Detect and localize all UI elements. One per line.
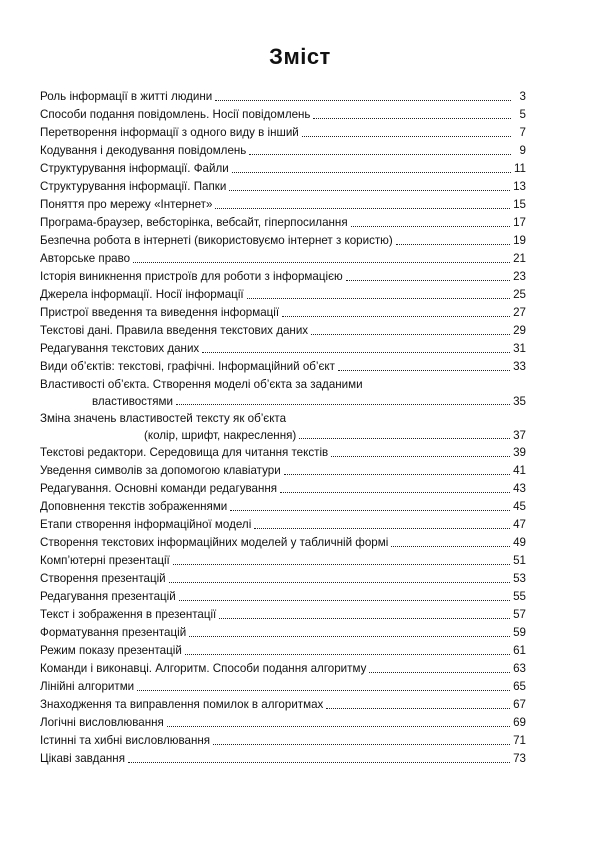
toc-page-number: 65 xyxy=(513,680,526,693)
toc-entry xyxy=(40,124,526,142)
toc-page-number: 59 xyxy=(513,626,526,639)
toc-entry-title: Доповнення текстів зображеннями xyxy=(40,500,228,513)
toc-entry xyxy=(40,250,526,268)
toc-page-number: 49 xyxy=(513,536,526,549)
dot-leader xyxy=(133,262,510,263)
page-title: Зміст xyxy=(269,44,331,69)
toc-page-number: 73 xyxy=(513,752,526,765)
toc-entry xyxy=(40,322,526,340)
toc-entry-title: Історія виникнення пристроїв для роботи з інформацією xyxy=(40,270,343,283)
toc-entry-title: Текстові редактори. Середовища для читання текстів xyxy=(40,446,329,459)
dot-leader xyxy=(230,510,510,511)
dot-leader xyxy=(128,762,510,763)
toc-page-number: 23 xyxy=(513,270,526,283)
toc-page-number: 9 xyxy=(519,144,526,157)
toc-page-number: 13 xyxy=(513,180,526,193)
dot-leader xyxy=(284,474,510,475)
toc-page-number: 39 xyxy=(513,446,526,459)
dot-leader xyxy=(179,600,510,601)
toc-entry-title: Знаходження та виправлення помилок в алгоритмах xyxy=(40,698,324,711)
toc-page-number: 35 xyxy=(513,395,526,408)
dot-leader xyxy=(331,456,510,457)
dot-leader xyxy=(232,172,511,173)
toc-entry-title-line2: (колір, шрифт, накреслення) xyxy=(144,429,297,442)
toc-entry xyxy=(40,714,526,732)
toc-page-number: 17 xyxy=(513,216,526,229)
toc-entry xyxy=(40,444,526,462)
toc-entry xyxy=(40,732,526,750)
toc-entry xyxy=(40,376,526,410)
toc-entry-title: Безпечна робота в інтернеті (використовуємо інтернет з користю) xyxy=(40,234,393,247)
toc-page-number: 37 xyxy=(513,429,526,442)
toc-entry-title-line1: Зміна значень властивостей тексту як об’єкта xyxy=(40,412,287,425)
toc-page-number: 71 xyxy=(513,734,526,747)
toc-entry-title: Форматування презентацій xyxy=(40,626,187,639)
toc-entry xyxy=(40,696,526,714)
toc-entry-title: Програма-браузер, вебсторінка, вебсайт, гіперпосилання xyxy=(40,216,348,229)
dot-leader xyxy=(351,226,510,227)
toc-entry-title: Структурування інформації. Папки xyxy=(40,180,227,193)
toc-entry xyxy=(40,462,526,480)
toc-entry xyxy=(40,624,526,642)
dot-leader xyxy=(213,744,510,745)
toc-page-number: 3 xyxy=(519,90,526,103)
toc-page-number: 47 xyxy=(513,518,526,531)
toc-entry xyxy=(40,534,526,552)
toc-entry-title: Структурування інформації. Файли xyxy=(40,162,229,175)
toc-entry-title: Редагування текстових даних xyxy=(40,342,200,355)
dot-leader xyxy=(302,136,511,137)
toc-entry xyxy=(40,268,526,286)
dot-leader xyxy=(249,154,511,155)
toc-entry-title: Пристрої введення та виведення інформації xyxy=(40,306,280,319)
toc-page-number: 19 xyxy=(513,234,526,247)
dot-leader xyxy=(338,370,510,371)
toc-page-number: 43 xyxy=(513,482,526,495)
toc-page-number: 33 xyxy=(513,360,526,373)
toc-entry xyxy=(40,678,526,696)
toc-page-number: 27 xyxy=(513,306,526,319)
table-of-contents xyxy=(40,88,526,768)
toc-entry-title-line2: властивостями xyxy=(92,395,173,408)
dot-leader xyxy=(167,726,510,727)
toc-page-number: 5 xyxy=(519,108,526,121)
dot-leader xyxy=(215,100,511,101)
toc-entry-title-line1: Властивості об’єкта. Створення моделі об’єкта за заданими xyxy=(40,378,363,391)
dot-leader xyxy=(391,546,510,547)
dot-leader xyxy=(219,618,510,619)
toc-page-number: 55 xyxy=(513,590,526,603)
toc-page-number: 69 xyxy=(513,716,526,729)
toc-page-number: 53 xyxy=(513,572,526,585)
toc-page-number: 15 xyxy=(513,198,526,211)
toc-entry xyxy=(40,232,526,250)
toc-entry xyxy=(40,286,526,304)
toc-entry xyxy=(40,160,526,178)
toc-entry-title: Роль інформації в житті людини xyxy=(40,90,213,103)
toc-page-number: 41 xyxy=(513,464,526,477)
dot-leader xyxy=(396,244,510,245)
toc-entry-title: Істинні та хибні висловлювання xyxy=(40,734,211,747)
dot-leader xyxy=(346,280,510,281)
toc-page-number: 7 xyxy=(519,126,526,139)
toc-entry-title: Способи подання повідомлень. Носії повідомлень xyxy=(40,108,311,121)
toc-entry-title: Цікаві завдання xyxy=(40,752,125,765)
toc-entry-title: Логічні висловлювання xyxy=(40,716,164,729)
toc-entry-title: Етапи створення інформаційної моделі xyxy=(40,518,252,531)
toc-entry-title: Текст і зображення в презентації xyxy=(40,608,217,621)
toc-entry-title: Створення презентацій xyxy=(40,572,166,585)
toc-entry xyxy=(40,588,526,606)
toc-entry-title: Уведення символів за допомогою клавіатури xyxy=(40,464,281,477)
toc-entry xyxy=(40,750,526,768)
dot-leader xyxy=(313,118,511,119)
toc-entry xyxy=(40,106,526,124)
toc-entry-title: Види об’єктів: текстові, графічні. Інформаційний об’єкт xyxy=(40,360,335,373)
toc-entry xyxy=(40,214,526,232)
toc-page-number: 25 xyxy=(513,288,526,301)
toc-page-number: 67 xyxy=(513,698,526,711)
toc-entry xyxy=(40,498,526,516)
toc-page-number: 57 xyxy=(513,608,526,621)
toc-entry-title: Комп’ютерні презентації xyxy=(40,554,170,567)
dot-leader xyxy=(254,528,510,529)
dot-leader xyxy=(202,352,510,353)
toc-entry-line2 xyxy=(40,427,526,444)
toc-entry xyxy=(40,178,526,196)
toc-entry xyxy=(40,606,526,624)
toc-entry xyxy=(40,340,526,358)
toc-entry-title: Текстові дані. Правила введення текстових даних xyxy=(40,324,309,337)
toc-entry xyxy=(40,142,526,160)
toc-page-number: 63 xyxy=(513,662,526,675)
toc-entry-title: Команди і виконавці. Алгоритм. Способи подання алгоритму xyxy=(40,662,367,675)
dot-leader xyxy=(280,492,510,493)
toc-entry xyxy=(40,304,526,322)
dot-leader xyxy=(215,208,510,209)
toc-page-number: 61 xyxy=(513,644,526,657)
toc-entry-title: Перетворення інформації з одного виду в інший xyxy=(40,126,299,139)
dot-leader xyxy=(229,190,510,191)
dot-leader xyxy=(299,438,510,439)
toc-entry xyxy=(40,358,526,376)
toc-page-number: 11 xyxy=(513,162,526,175)
toc-entry-title: Джерела інформації. Носії інформації xyxy=(40,288,244,301)
toc-entry xyxy=(40,410,526,444)
dot-leader xyxy=(185,654,510,655)
toc-entry xyxy=(40,88,526,106)
dot-leader xyxy=(137,690,510,691)
dot-leader xyxy=(176,404,510,405)
toc-entry xyxy=(40,196,526,214)
toc-entry-title: Редагування презентацій xyxy=(40,590,176,603)
toc-page-number: 21 xyxy=(513,252,526,265)
toc-entry xyxy=(40,516,526,534)
dot-leader xyxy=(369,672,510,673)
toc-entry xyxy=(40,552,526,570)
dot-leader xyxy=(169,582,510,583)
toc-entry-title: Створення текстових інформаційних моделей у табличній формі xyxy=(40,536,389,549)
toc-entry xyxy=(40,570,526,588)
toc-entry xyxy=(40,642,526,660)
toc-page-number: 45 xyxy=(513,500,526,513)
toc-page-number: 31 xyxy=(513,342,526,355)
toc-page-number: 29 xyxy=(513,324,526,337)
dot-leader xyxy=(282,316,510,317)
dot-leader xyxy=(326,708,510,709)
toc-entry-title: Режим показу презентацій xyxy=(40,644,182,657)
toc-entry-title: Поняття про мережу «Інтернет» xyxy=(40,198,213,211)
toc-entry-line2 xyxy=(40,393,526,410)
toc-entry-title: Кодування і декодування повідомлень xyxy=(40,144,247,157)
toc-entry-title: Лінійні алгоритми xyxy=(40,680,135,693)
toc-entry xyxy=(40,660,526,678)
toc-entry-title: Редагування. Основні команди редагування xyxy=(40,482,278,495)
dot-leader xyxy=(247,298,510,299)
toc-entry-title: Авторське право xyxy=(40,252,131,265)
toc-page-number: 51 xyxy=(513,554,526,567)
toc-entry xyxy=(40,480,526,498)
dot-leader xyxy=(189,636,510,637)
dot-leader xyxy=(173,564,510,565)
dot-leader xyxy=(311,334,510,335)
